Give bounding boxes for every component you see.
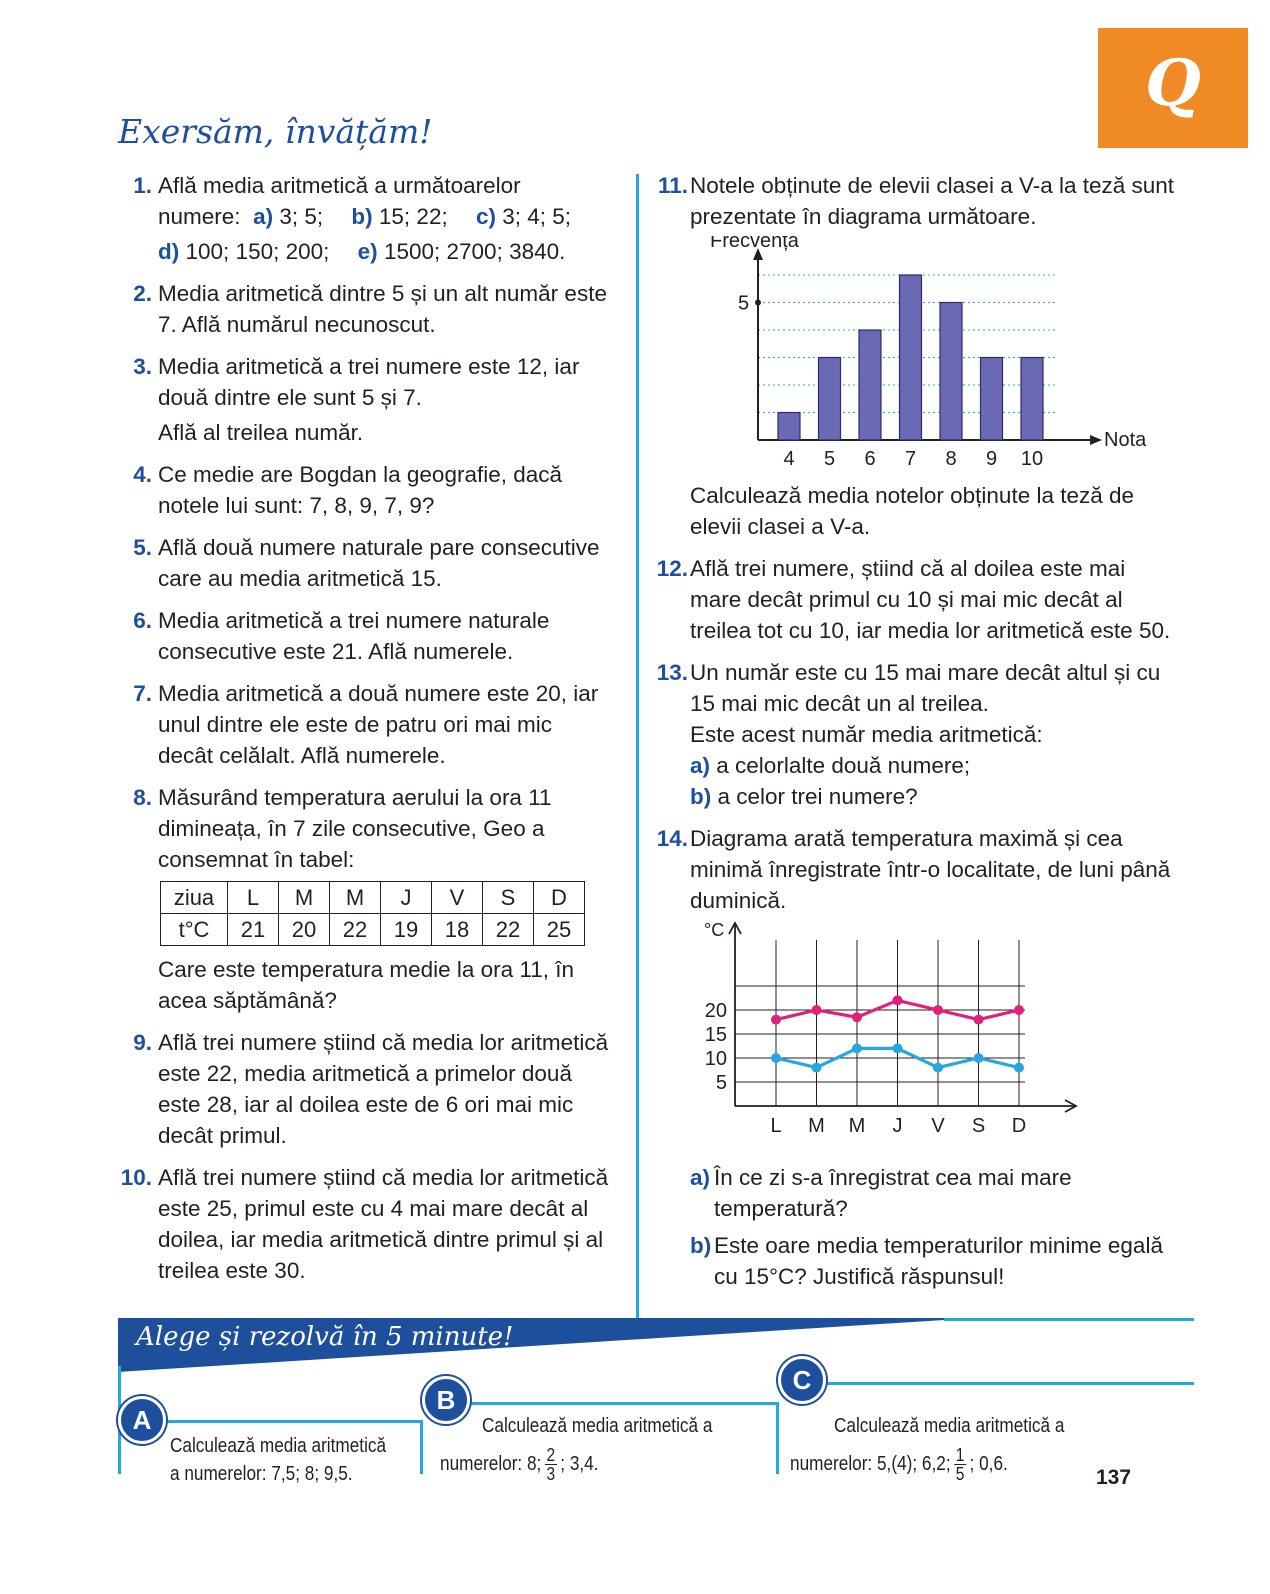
series-point xyxy=(974,1015,984,1025)
column-divider xyxy=(636,174,639,1334)
option-label-b: b) xyxy=(351,204,373,229)
y-axis-unit: °C xyxy=(704,920,725,940)
exercise-subitem-b xyxy=(690,1230,1176,1292)
exercise-13 xyxy=(654,657,1176,812)
exercise-question: Care este temperatura medie la ora 11, în acea săptămână? xyxy=(158,957,575,1013)
series-point xyxy=(1014,1005,1024,1015)
option-value-e: 1500; 2700; 3840. xyxy=(383,239,566,264)
subitem-text: În ce zi s-a înregistrat cea mai mare temperatură? xyxy=(714,1165,1072,1221)
section-title: Exersăm, învățăm! xyxy=(118,112,433,151)
table-cell: 18 xyxy=(432,914,483,946)
x-tick-label: 7 xyxy=(904,448,917,468)
exercise-10 xyxy=(118,1162,610,1286)
subitem-label: b) xyxy=(690,784,712,809)
series-point xyxy=(893,995,903,1005)
series-point xyxy=(771,1015,781,1025)
fraction-denominator: 3 xyxy=(546,1464,556,1484)
table-cell: 21 xyxy=(228,914,279,946)
bar xyxy=(900,275,922,440)
option-b-line: Calculează media aritmetică a xyxy=(482,1415,713,1437)
exercise-number: 10. xyxy=(120,1165,152,1190)
fraction xyxy=(545,1446,557,1483)
table-row xyxy=(161,914,585,946)
exercise-4 xyxy=(118,459,610,521)
bar-chart-svg xyxy=(690,236,1150,468)
exercise-text: Media aritmetică a două numere este 20, iar unul dintre ele este de patru ori mai mic decât celălalt. Află numerele. xyxy=(158,681,599,768)
x-tick-label: J xyxy=(892,1115,903,1137)
exercise-text: Află al treilea număr. xyxy=(158,420,364,445)
fraction-numerator: 1 xyxy=(955,1445,965,1465)
temperature-table xyxy=(160,881,585,946)
exercise-text: Media aritmetică a trei numere este 12, iar două dintre ele sunt 5 și 7. xyxy=(158,354,580,410)
table-cell: t°C xyxy=(161,914,228,946)
bar xyxy=(1021,358,1043,441)
table-cell: V xyxy=(432,882,483,914)
chapter-badge xyxy=(1098,28,1248,148)
exercise-text: Află trei numere știind că media lor aritmetică este 22, media aritmetică a primelor două este 28, iar al doilea este de 6 ori mai mic decât primul. xyxy=(158,1030,609,1148)
exercise-7 xyxy=(118,678,610,771)
exercise-number: 8. xyxy=(133,785,152,810)
bar xyxy=(940,303,962,441)
series-point xyxy=(974,1053,984,1063)
option-a-text xyxy=(170,1432,386,1488)
quick-task-title: Alege și rezolvă în 5 minute! xyxy=(136,1322,514,1352)
table-cell: M xyxy=(330,882,381,914)
exercise-1 xyxy=(118,170,610,267)
exercise-number: 1. xyxy=(133,173,152,198)
table-cell: D xyxy=(534,882,585,914)
fraction xyxy=(954,1446,966,1483)
exercise-number: 11. xyxy=(657,173,688,198)
exercise-subitem-a xyxy=(690,1162,1176,1224)
y-tick-label: 15 xyxy=(704,1024,727,1046)
badge-letter: Q xyxy=(1145,46,1201,121)
subitem-text: a celorlalte două numere; xyxy=(716,753,971,778)
option-c-numbers: numerelor: 5,(4); 6,2; xyxy=(790,1452,951,1475)
x-tick-label: 10 xyxy=(1020,448,1044,468)
exercise-text: Află media aritmetică a următoarelor xyxy=(158,173,521,198)
exercise-text: Află trei numere, știind că al doilea este mai mare decât primul cu 10 și mai mic decât al treilea tot cu 10, iar media lor aritmetică este 50. xyxy=(690,556,1171,643)
y-tick-label: 20 xyxy=(704,1000,727,1022)
option-value-c: 3; 4; 5; xyxy=(502,204,572,229)
x-tick-label: 8 xyxy=(945,448,957,468)
option-value-a: 3; 5; xyxy=(279,204,324,229)
series-point xyxy=(933,1005,943,1015)
box-c-border xyxy=(804,1382,1194,1385)
x-tick-label: M xyxy=(808,1115,825,1137)
option-label-d: d) xyxy=(158,239,180,264)
option-a-line: Calculează media aritmetică xyxy=(170,1435,387,1457)
option-c-badge: C xyxy=(778,1356,826,1404)
exercise-9 xyxy=(118,1027,610,1151)
box-a-border xyxy=(150,1420,420,1423)
option-b-badge: B xyxy=(422,1376,470,1424)
option-c-numbers: ; 0,6. xyxy=(969,1452,1008,1475)
exercise-number: 13. xyxy=(656,660,688,685)
exercise-5 xyxy=(118,532,610,594)
exercise-text: Notele obținute de elevii clasei a V-a la teză sunt prezentate în diagrama următoare. xyxy=(690,173,1175,229)
exercise-14 xyxy=(654,823,1176,1292)
x-axis-title: Nota xyxy=(1104,429,1147,451)
series-point xyxy=(771,1053,781,1063)
exercise-text: Află două numere naturale pare consecutive care au media aritmetică 15. xyxy=(158,535,600,591)
exercise-text: Ce medie are Bogdan la geografie, dacă notele lui sunt: 7, 8, 9, 7, 9? xyxy=(158,462,563,518)
subitem-label: b) xyxy=(690,1233,712,1258)
exercise-number: 9. xyxy=(133,1030,152,1055)
exercise-text: Află trei numere știind că media lor aritmetică este 25, primul este cu 4 mai mare decât al doilea, iar media aritmetică dintre primul și al treilea este 30. xyxy=(158,1165,609,1283)
exercise-number: 5. xyxy=(133,535,152,560)
fraction-denominator: 5 xyxy=(955,1464,965,1484)
x-tick-label: 4 xyxy=(783,448,795,468)
option-b-line xyxy=(440,1446,599,1483)
temperature-line-chart xyxy=(690,920,1176,1156)
exercise-subitem-a xyxy=(690,750,1176,781)
subitem-text: a celor trei numere? xyxy=(717,784,918,809)
bar xyxy=(778,413,800,441)
exercise-12 xyxy=(654,553,1176,646)
table-cell: 20 xyxy=(279,914,330,946)
exercise-text: Este acest număr media aritmetică: xyxy=(690,722,1043,747)
x-tick-label: D xyxy=(1011,1115,1027,1137)
box-b-border xyxy=(776,1402,779,1474)
option-a-line: a numerelor: 7,5; 8; 9,5. xyxy=(170,1463,353,1485)
exercise-number: 6. xyxy=(133,608,152,633)
exercise-number: 12. xyxy=(656,556,688,581)
option-label-c: c) xyxy=(475,204,496,229)
x-axis-arrow xyxy=(1090,435,1102,445)
left-column xyxy=(118,170,610,1297)
exercise-number: 2. xyxy=(133,281,152,306)
page-number: 137 xyxy=(1096,1466,1132,1489)
series-point xyxy=(812,1063,822,1073)
grades-bar-chart xyxy=(690,236,1176,476)
x-tick-label: V xyxy=(931,1115,945,1137)
exercise-number: 7. xyxy=(133,681,152,706)
exercise-8 xyxy=(118,782,610,1016)
box-a-border xyxy=(420,1420,423,1474)
option-a-badge: A xyxy=(118,1396,166,1444)
exercise-text: Măsurând temperatura aerului la ora 11 dimineața, în 7 zile consecutive, Geo a consemnat în tabel: xyxy=(158,785,552,872)
exercise-text: Media aritmetică dintre 5 și un alt număr este 7. Află numărul necunoscut. xyxy=(158,281,607,337)
exercise-subitem-b xyxy=(690,781,1176,812)
table-cell: 22 xyxy=(483,914,534,946)
table-cell: S xyxy=(483,882,534,914)
exercise-6 xyxy=(118,605,610,667)
table-cell: ziua xyxy=(161,882,228,914)
x-tick-label: S xyxy=(971,1115,986,1137)
table-cell: L xyxy=(228,882,279,914)
exercise-11 xyxy=(654,170,1176,542)
series-point xyxy=(852,1043,862,1053)
series-point xyxy=(812,1005,822,1015)
series-point xyxy=(893,1043,903,1053)
option-label-e: e) xyxy=(357,239,378,264)
exercise-question: Calculează media notelor obținute la teză de elevii clasei a V-a. xyxy=(690,483,1135,539)
option-b-numbers: numerelor: 8; xyxy=(440,1452,542,1475)
subitem-label: a) xyxy=(690,1165,711,1190)
right-column xyxy=(654,170,1176,1303)
exercise-2 xyxy=(118,278,610,340)
fraction-numerator: 2 xyxy=(546,1445,556,1465)
exercise-3 xyxy=(118,351,610,448)
option-c-line xyxy=(790,1446,1008,1483)
y-axis-title: Frecvența xyxy=(710,236,799,252)
y-tick-label: 10 xyxy=(704,1048,727,1070)
subitem-text: Este oare media temperaturilor minime egală cu 15°C? Justifică răspunsul! xyxy=(714,1233,1163,1289)
bar xyxy=(859,330,881,440)
option-value-b: 15; 22; xyxy=(378,204,448,229)
series-point xyxy=(933,1063,943,1073)
x-tick-label: M xyxy=(848,1115,866,1137)
exercise-number: 3. xyxy=(133,354,152,379)
series-point xyxy=(1014,1063,1024,1073)
table-cell: 22 xyxy=(330,914,381,946)
x-tick-label: 6 xyxy=(864,448,876,468)
option-label-a: a) xyxy=(253,204,274,229)
exercise-text: Un număr este cu 15 mai mare decât altul și cu 15 mai mic decât un al treilea. xyxy=(690,660,1161,716)
option-b-numbers: ; 3,4. xyxy=(560,1452,599,1475)
bar xyxy=(819,358,841,441)
exercise-text: Diagrama arată temperatura maximă și cea minimă înregistrate într-o localitate, de luni până duminică. xyxy=(690,826,1171,913)
y-tick-mark xyxy=(755,300,761,306)
y-tick-label: 5 xyxy=(738,292,750,315)
option-c-line: Calculează media aritmetică a xyxy=(834,1415,1065,1437)
line-chart-svg xyxy=(690,920,1110,1148)
subitem-label: a) xyxy=(690,753,711,778)
table-row xyxy=(161,882,585,914)
exercise-options-line xyxy=(158,236,610,267)
exercise-number: 4. xyxy=(133,462,152,487)
table-cell: M xyxy=(279,882,330,914)
banner-rule xyxy=(944,1318,1194,1321)
exercise-text: Media aritmetică a trei numere naturale consecutive este 21. Află numerele. xyxy=(158,608,550,664)
y-tick-label: 5 xyxy=(715,1072,727,1094)
x-tick-label: L xyxy=(770,1115,782,1137)
table-cell: J xyxy=(381,882,432,914)
x-tick-label: 5 xyxy=(823,448,836,468)
series-point xyxy=(852,1012,862,1022)
option-value-d: 100; 150; 200; xyxy=(185,239,330,264)
exercise-number: 14. xyxy=(656,826,688,851)
bar xyxy=(981,358,1003,441)
x-tick-label: 9 xyxy=(985,448,998,468)
table-cell: 25 xyxy=(534,914,585,946)
box-b-border xyxy=(448,1402,776,1405)
exercise-options-line xyxy=(158,201,610,232)
table-cell: 19 xyxy=(381,914,432,946)
options-intro: numere: xyxy=(158,204,241,229)
